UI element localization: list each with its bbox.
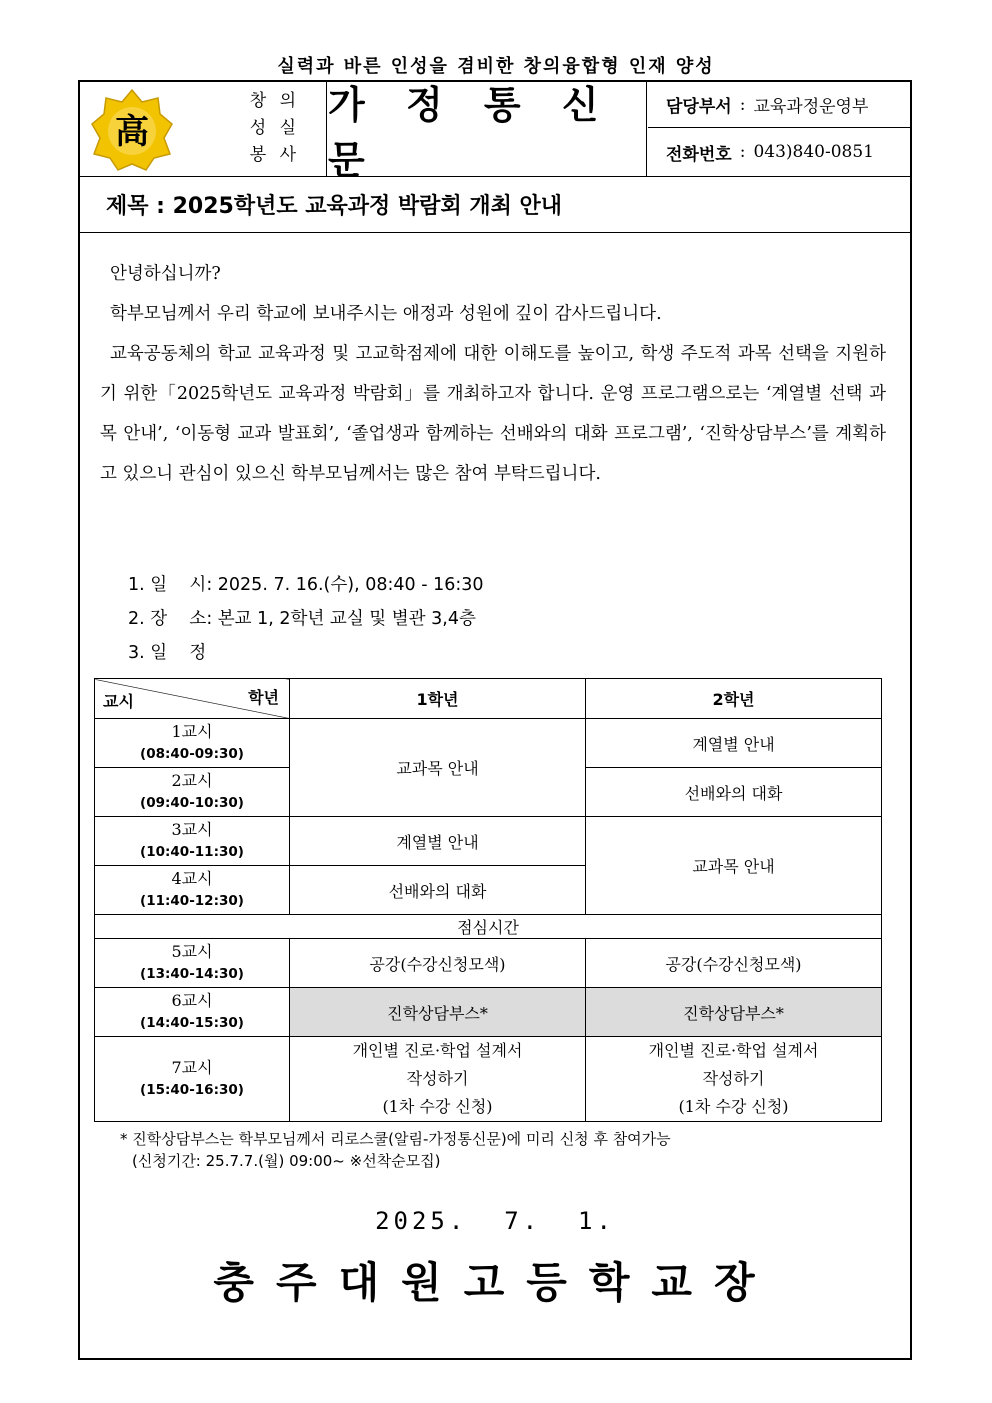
grade1-header: 1학년 <box>290 679 586 719</box>
g1-p3: 계열별 안내 <box>290 817 586 866</box>
greeting: 안녕하십니까? <box>110 264 221 284</box>
period-cell <box>95 817 290 866</box>
department-row <box>648 82 910 128</box>
paragraph: 학부모님께서 우리 학교에 보내주시는 애정과 성원에 깊이 감사드립니다. <box>110 304 662 324</box>
header <box>80 82 910 182</box>
schedule-table <box>94 678 882 1122</box>
svg-text:高: 高 <box>115 112 149 152</box>
period-name: 1교시 <box>171 722 213 741</box>
g1-p6: 진학상담부스* <box>290 988 586 1037</box>
g1-p5: 공강(수강신청모색) <box>290 939 586 988</box>
school-motto: 실력과 바른 인성을 겸비한 창의융합형 인재 양성 <box>277 56 715 77</box>
separator: : <box>739 142 746 162</box>
period-time: (08:40-09:30) <box>140 746 244 762</box>
g2-p5: 공강(수강신청모색) <box>586 939 882 988</box>
period-time: (09:40-10:30) <box>140 795 244 811</box>
school-logo-icon <box>90 88 174 172</box>
line: 개인별 진로·학업 설계서 <box>648 1041 819 1060</box>
phone-value: 043)840-0851 <box>753 142 874 162</box>
virtue-1: 창 의 <box>249 91 300 111</box>
grade2-header: 2학년 <box>586 679 882 719</box>
period-time: (14:40-15:30) <box>140 1015 244 1031</box>
g1-p7 <box>290 1037 586 1122</box>
phone-row <box>648 129 910 175</box>
line: (1차 수강 신청) <box>382 1097 493 1116</box>
detail-schedule: 3. 일 정 <box>128 643 207 663</box>
paragraph: 교육공동체의 학교 교육과정 및 고교학점제에 대한 이해도를 높이고, 학생 주도적 과목 선택을 지원하기 위한「2025학년도 교육과정 박람회」를 개최하고자 합니다. 운영 프로그램으로는 ‘계열별 선택 과목 안내’, ‘이동형 교과 발표회’, ‘졸업생과 함께하는 선배와의 대화 프로그램’, ‘진학상담부스’를 계획하고 있으니 관심이 있으신 학부모님께서는 많은 참여 부탁드립니다. <box>100 344 886 484</box>
footnote <box>120 1128 671 1172</box>
subject-line: 제목 : 2025학년도 교육과정 박람회 개최 안내 <box>80 177 910 233</box>
line: 개인별 진로·학업 설계서 <box>352 1041 523 1060</box>
detail-date: 1. 일 시: 2025. 7. 16.(수), 08:40 - 16:30 <box>128 575 484 595</box>
footnote-line: (신청기간: 25.7.7.(월) 09:00~ ※선착순모집) <box>132 1152 441 1170</box>
line: 작성하기 <box>406 1069 469 1088</box>
g2-p2: 선배와의 대화 <box>586 768 882 817</box>
contact-box <box>648 82 910 176</box>
department-label: 담당부서 <box>666 97 732 117</box>
newsletter-title: 가 정 통 신 문 <box>328 82 613 182</box>
period-time: (13:40-14:30) <box>140 966 244 982</box>
g2-p34: 교과목 안내 <box>586 817 882 915</box>
principal-signature: 충주대원고등학교장 <box>213 1258 777 1307</box>
period-time: (15:40-16:30) <box>140 1082 244 1098</box>
period-name: 2교시 <box>171 771 213 790</box>
corner-header <box>95 679 290 719</box>
lunch-row: 점심시간 <box>95 915 882 939</box>
period-time: (10:40-11:30) <box>140 844 244 860</box>
g2-p6: 진학상담부스* <box>586 988 882 1037</box>
period-cell <box>95 939 290 988</box>
document-frame <box>78 80 912 1360</box>
period-cell <box>95 988 290 1037</box>
separator: : <box>739 94 746 115</box>
corner-grade-label: 학년 <box>248 688 279 707</box>
event-details <box>128 568 484 670</box>
period-cell <box>95 719 290 768</box>
corner-period-label: 교시 <box>103 692 134 711</box>
period-name: 6교시 <box>171 991 213 1010</box>
divider <box>646 82 647 176</box>
department-value: 교육과정운영부 <box>753 97 869 117</box>
footnote-line: * 진학상담부스는 학부모님께서 리로스쿨(알림-가정통신문)에 미리 신청 후 참여가능 <box>120 1130 671 1148</box>
period-cell <box>95 1037 290 1122</box>
letter-body <box>100 254 886 494</box>
g2-p7 <box>586 1037 882 1122</box>
line: (1차 수강 신청) <box>678 1097 789 1116</box>
issue-date: 2025. 7. 1. <box>375 1207 615 1235</box>
period-time: (11:40-12:30) <box>140 893 244 909</box>
g1-p12: 교과목 안내 <box>290 719 586 817</box>
phone-label: 전화번호 <box>666 144 732 165</box>
g2-p1: 계열별 안내 <box>586 719 882 768</box>
period-name: 4교시 <box>171 869 213 888</box>
detail-place: 2. 장 소: 본교 1, 2학년 교실 및 별관 3,4층 <box>128 609 476 629</box>
period-name: 3교시 <box>171 820 213 839</box>
period-cell <box>95 866 290 915</box>
divider <box>326 82 327 176</box>
period-cell <box>95 768 290 817</box>
line: 작성하기 <box>702 1069 765 1088</box>
period-name: 5교시 <box>171 942 213 961</box>
virtue-3: 봉 사 <box>249 145 300 165</box>
virtue-2: 성 실 <box>249 118 300 138</box>
period-name: 7교시 <box>171 1058 213 1077</box>
g1-p4: 선배와의 대화 <box>290 866 586 915</box>
school-virtues <box>230 88 300 170</box>
